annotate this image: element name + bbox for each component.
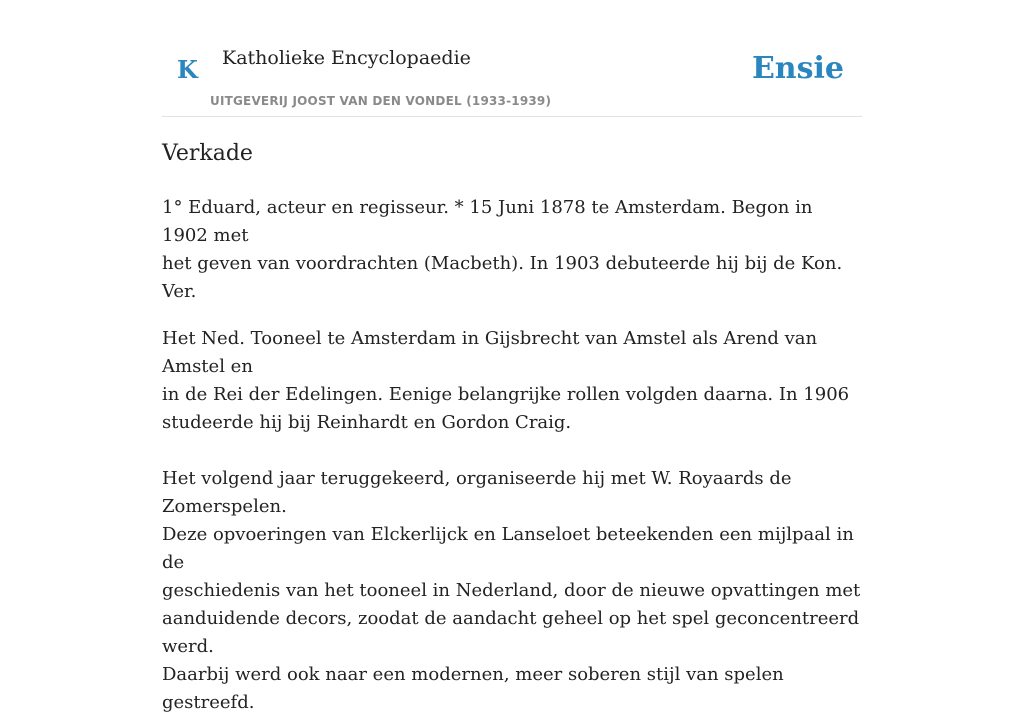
encyclopedia-logo-icon[interactable]: K: [177, 55, 198, 84]
article-paragraph: Het Ned. Tooneel te Amsterdam in Gijsbrecht van Amstel als Arend van Amstel en in de Rei der Edelingen. Eenige belangrijke rollen volgden daarna. In 1906 studeerde hij bij Reinhardt en Gordon Craig.: [162, 328, 850, 433]
publisher-label: UITGEVERIJ JOOST VAN DEN VONDEL (1933-1939): [210, 94, 552, 108]
book-title[interactable]: Katholieke Encyclopaedie: [222, 47, 471, 69]
article-body: [162, 138, 862, 717]
site-header: [162, 0, 862, 117]
article-title: Verkade: [162, 141, 253, 166]
ensie-brand-link[interactable]: Ensie: [751, 51, 844, 86]
article-paragraph: Het volgend jaar teruggekeerd, organiseerde hij met W. Royaards de Zomerspelen. Deze opvoeringen van Elckerlijck en Lanseloet beteekenden een mijlpaal in de geschiedenis van het tooneel in Nederland, door de nieuwe opvattingen met aanduidende decors, zoodat de aandacht geheel op het spel geconcentreerd werd. Daarbij werd ook naar een modernen, meer soberen stijl van spelen gestreefd.: [162, 468, 861, 713]
article-paragraph: 1° Eduard, acteur en regisseur. * 15 Juni 1878 te Amsterdam. Begon in 1902 met het geven van voordrachten (Macbeth). In 1903 debuteerde hij bij de Kon. Ver.: [162, 197, 843, 302]
